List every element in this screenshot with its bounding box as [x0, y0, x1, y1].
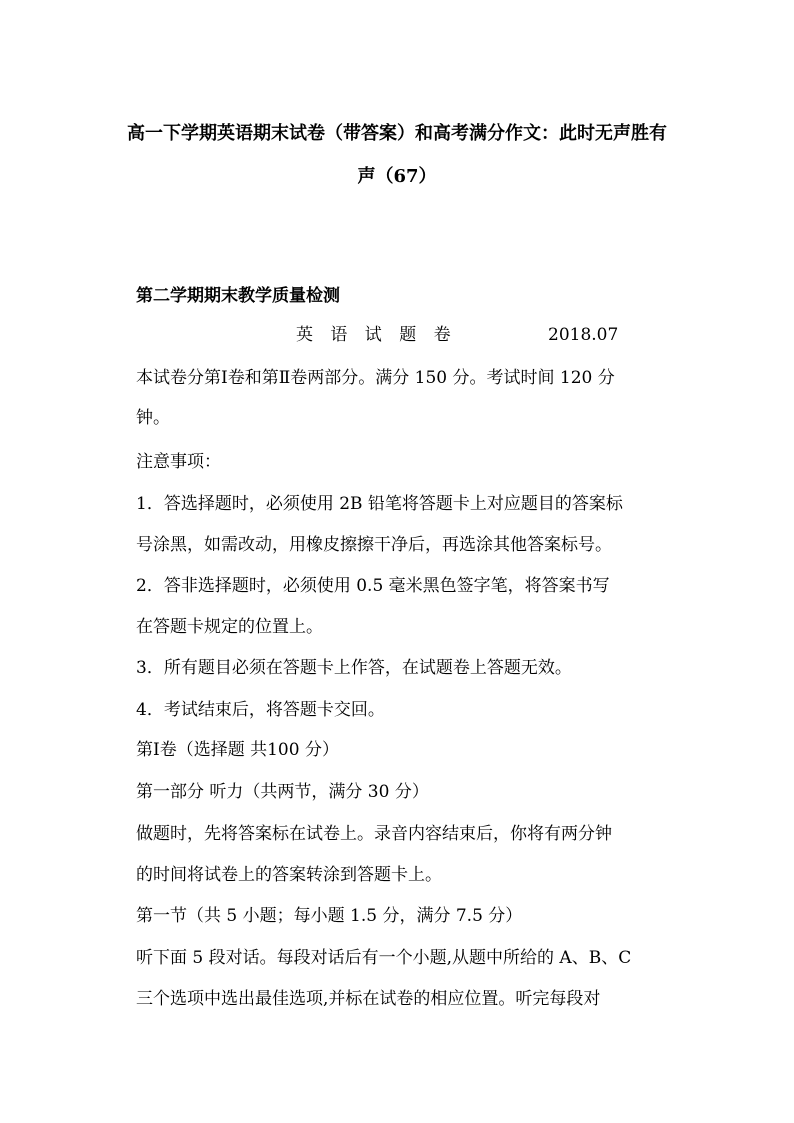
subject-title: 英 语 试 题 卷: [296, 325, 457, 345]
part-1-heading: 第一部分 听力（共两节，满分 30 分）: [136, 782, 429, 802]
part-1-instruction-line-1: 做题时，先将答案标在试卷上。录音内容结束后，你将有两分钟: [136, 824, 612, 844]
section-1-instruction-line-2: 三个选项中选出最佳选项,并标在试卷的相应位置。听完每段对: [136, 989, 601, 1009]
document-title-line-2: 声（67）: [357, 166, 437, 187]
notice-4: 4．考试结束后，将答题卡交回。: [136, 700, 385, 720]
exam-date: 2018.07: [548, 325, 619, 345]
notice-2-line-1: 2．答非选择题时，必须使用 0.5 毫米黑色签字笔，将答案书写: [136, 576, 610, 596]
notice-heading: 注意事项：: [136, 452, 221, 472]
notice-1-line-2: 号涂黑，如需改动，用橡皮擦擦干净后，再选涂其他答案标号。: [136, 535, 612, 555]
notice-3: 3．所有题目必须在答题卡上作答，在试题卷上答题无效。: [136, 658, 572, 678]
section-1-heading: 第一节（共 5 小题；每小题 1.5 分，满分 7.5 分）: [136, 906, 523, 926]
exam-header: 第二学期期末教学质量检测: [136, 286, 340, 306]
section-1-instruction-line-1: 听下面 5 段对话。每段对话后有一个小题,从题中所给的 A、B、C: [136, 948, 632, 968]
document-title-line-1: 高一下学期英语期末试卷（带答案）和高考满分作文：此时无声胜有: [127, 123, 667, 144]
notice-2-line-2: 在答题卡规定的位置上。: [136, 617, 323, 637]
part-1-instruction-line-2: 的时间将试卷上的答案转涂到答题卡上。: [136, 865, 442, 885]
intro-text-line-2: 钟。: [136, 408, 170, 428]
volume-1-heading: 第Ⅰ卷（选择题 共100 分）: [136, 740, 339, 760]
intro-text-line-1: 本试卷分第Ⅰ卷和第Ⅱ卷两部分。满分 150 分。考试时间 120 分: [136, 368, 615, 388]
notice-1-line-1: 1．答选择题时，必须使用 2B 铅笔将答题卡上对应题目的答案标: [136, 494, 623, 514]
